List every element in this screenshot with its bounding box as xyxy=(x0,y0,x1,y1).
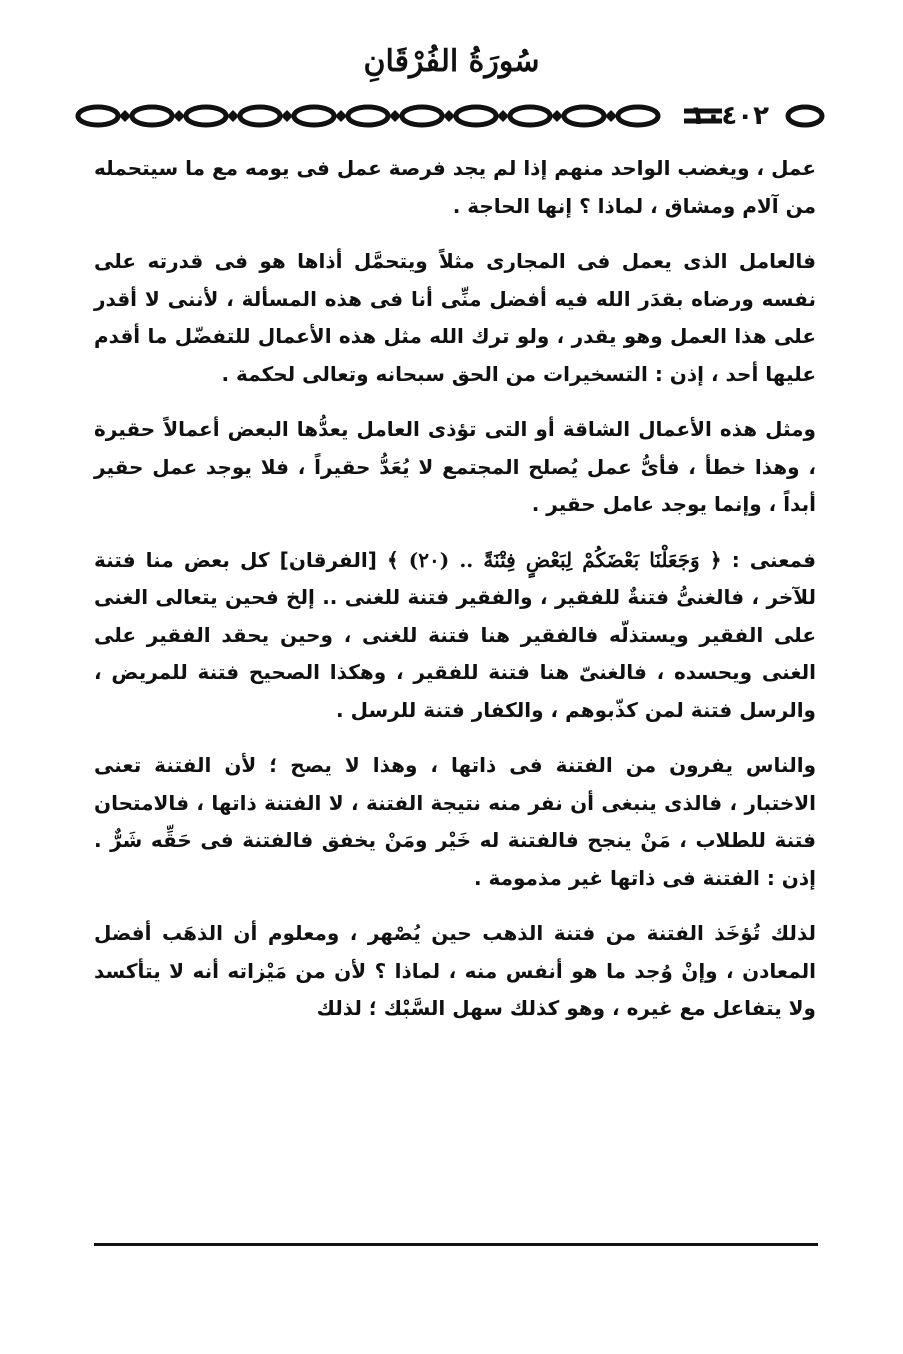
chain-diamond xyxy=(281,110,293,122)
chain-link xyxy=(132,107,172,125)
paragraph-2: فالعامل الذى يعمل فى المجارى مثلاً ويتحمَّل أذاها هو فى قدرته على نفسه ورضاه بقدَر الله فيه أفضل منِّى أنا فى هذه المسألة ، لأننى لا أقدر على هذا العمل وهو يقدر ، ولو ترك الله مثل هذه الأعمال للتفضّل ما أقدم عليها أحد ، إذن : التسخيرات من الحق سبحانه وتعالى لحكمة . xyxy=(94,249,816,386)
footer-rule xyxy=(94,1243,818,1246)
chain-link xyxy=(564,107,604,125)
page-header-ornament xyxy=(72,98,827,134)
page-number: ١٠٤٠٢ xyxy=(689,101,769,131)
chain-link xyxy=(456,107,496,125)
chain-diamond xyxy=(389,110,401,122)
quote-intro: فمعنى : xyxy=(731,547,816,572)
chain-link xyxy=(510,107,550,125)
chain-diamond xyxy=(497,110,509,122)
paragraph-4-text: كل بعض منا فتنة للآخر ، فالغنىُّ فتنةٌ للفقير ، والفقير فتنة للغنى .. إلخ فحين يتعالى الغنى على الفقير ويستذلّه فالفقير هنا فتنة للغنى ، وحين يحقد الفقير على الغنى ويحسده ، فالغنىّ هنا فتنة للفقير ، وهكذا الصحيح فتنة للمريض ، والرسل فتنة لمن كذّبوهم ، والكفار فتنة للرسل . xyxy=(94,547,816,722)
chain-link xyxy=(186,107,226,125)
verse-reference: [الفرقان] xyxy=(279,547,377,572)
chain-link xyxy=(618,107,658,125)
paragraph-6: لذلك تُؤخَذ الفتنة من فتنة الذهب حين يُصْهر ، ومعلوم أن الذهَب أفضل المعادن ، وإنْ وُجد ما هو أنفس منه ، لماذا ؟ لأن من مَيْزاته أنه لا يتأكسد ولا يتفاعل مع غيره ، وهو كذلك سهل السَّبْك ؛ لذلك xyxy=(94,921,816,1020)
paragraph-5: والناس يفرون من الفتنة فى ذاتها ، وهذا لا يصح ؛ لأن الفتنة تعنى الاختبار ، فالذى ينبغى أن نفر منه نتيجة الفتنة ، لا الفتنة ذاتها ، فالامتحان فتنة للطلاب ، مَنْ ينجح فالفتنة له خَيْر ومَنْ يخفق فالفتنة فى حَقِّه شَرٌّ . إذن : الفتنة فى ذاتها غير مذمومة . xyxy=(94,753,816,890)
chain-diamond xyxy=(119,110,131,122)
paragraph-4 xyxy=(94,542,816,730)
chain-diamond xyxy=(551,110,563,122)
page-body xyxy=(94,150,816,1046)
chain-link xyxy=(294,107,334,125)
chain-link xyxy=(78,107,118,125)
chain-diamond xyxy=(605,110,617,122)
quran-verse: ﴿ وَجَعَلْنَا بَعْضَكُمْ لِبَعْضٍ فِتْنَةً .. (٢٠) ﴾ xyxy=(386,547,722,572)
chain-diamond xyxy=(335,110,347,122)
paragraph-3: ومثل هذه الأعمال الشاقة أو التى تؤذى العامل يعدُّها البعض أعمالاً حقيرة ، وهذا خطأ ، فأىُّ عمل يُصلح المجتمع لا يُعَدُّ حقيراً ، فلا يوجد عمل حقير أبداً ، وإنما يوجد عامل حقير . xyxy=(94,417,816,516)
chain-link xyxy=(240,107,280,125)
paragraph-1: عمل ، ويغضب الواحد منهم إذا لم يجد فرصة عمل فى يومه مع ما سيتحمله من آلام ومشاق ، لماذا ؟ إنها الحاجة . xyxy=(94,156,816,218)
chain-link xyxy=(788,107,822,125)
surah-title: سُورَةُ الفُرْقَانِ xyxy=(363,44,540,79)
chain-link xyxy=(402,107,442,125)
chain-diamond xyxy=(173,110,185,122)
chain-diamond xyxy=(227,110,239,122)
chain-link xyxy=(348,107,388,125)
chain-diamond xyxy=(443,110,455,122)
